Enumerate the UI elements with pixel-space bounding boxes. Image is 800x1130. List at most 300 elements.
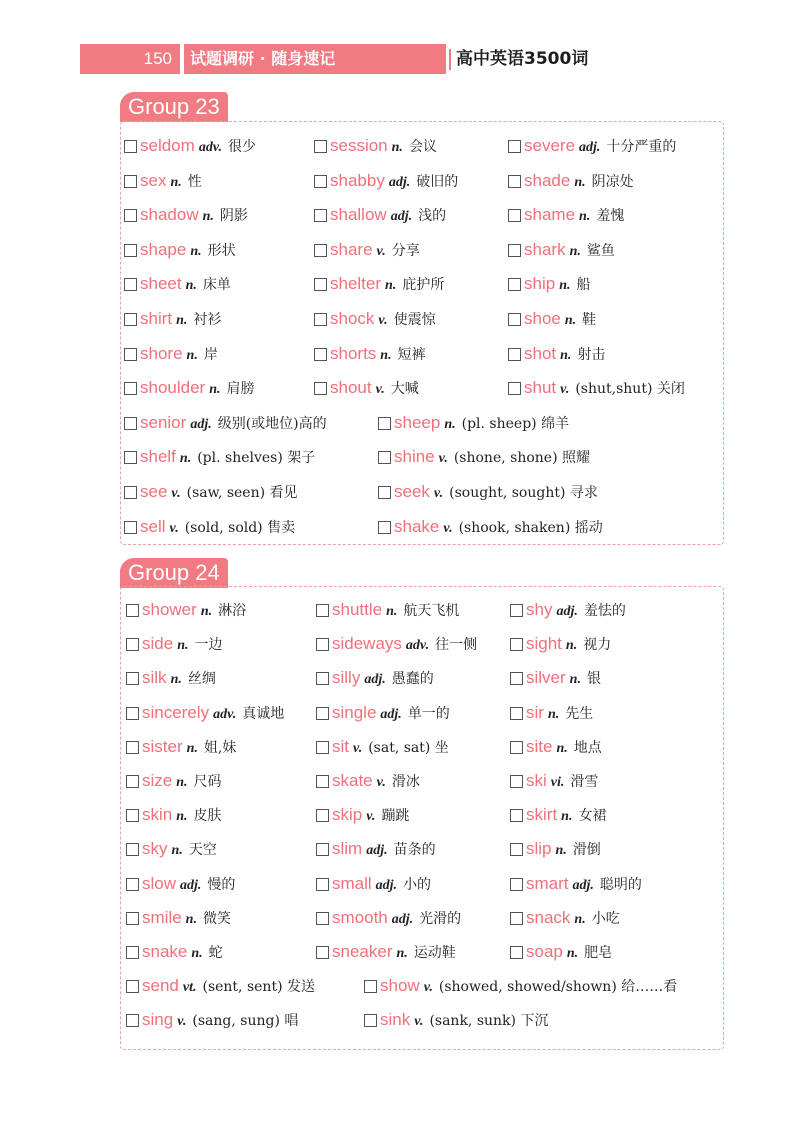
word-entry — [378, 444, 590, 470]
word-entry — [126, 836, 217, 862]
page-number: 150 — [80, 44, 180, 74]
word: sit — [332, 736, 349, 756]
part-of-speech: n. — [176, 775, 188, 790]
part-of-speech: n. — [547, 706, 560, 722]
word: single — [332, 702, 377, 722]
word-entry — [510, 734, 602, 760]
word-entry — [316, 597, 459, 623]
meaning: 滑倒 — [572, 842, 601, 859]
part-of-speech: v. — [169, 520, 179, 536]
checkbox[interactable] — [314, 348, 327, 361]
part-of-speech: adj. — [364, 672, 386, 688]
meaning: 形状 — [207, 242, 236, 259]
part-of-speech: n. — [170, 174, 182, 190]
word-entry — [126, 734, 236, 760]
meaning: 射击 — [577, 346, 606, 363]
checkbox[interactable] — [126, 707, 139, 720]
checkbox[interactable] — [124, 140, 137, 153]
word: shallow — [330, 205, 387, 225]
word-entry — [508, 202, 624, 228]
checkbox[interactable] — [126, 775, 139, 788]
word-entry — [124, 341, 218, 367]
part-of-speech: adj. — [391, 911, 414, 927]
word: shadow — [140, 205, 199, 225]
checkbox[interactable] — [316, 912, 329, 925]
meaning: 单一的 — [407, 705, 450, 722]
checkbox[interactable] — [316, 878, 329, 891]
word-entry — [364, 1007, 548, 1033]
word-entry — [126, 1007, 298, 1033]
meaning: 慢的 — [207, 876, 236, 893]
word-entry — [314, 341, 426, 367]
checkbox[interactable] — [124, 313, 137, 326]
meaning: 银 — [586, 671, 601, 688]
word-entry — [316, 939, 456, 965]
meaning: (showed, showed/shown) 给……看 — [438, 979, 678, 996]
word-entry — [316, 802, 409, 828]
header-divider — [449, 49, 451, 70]
meaning: 阴凉处 — [591, 173, 634, 190]
meaning: 大喊 — [390, 381, 419, 398]
checkbox[interactable] — [126, 843, 139, 856]
meaning: 运动鞋 — [413, 945, 456, 961]
meaning: 姐,妹 — [203, 739, 237, 756]
meaning: 岸 — [203, 346, 218, 363]
word-entry — [508, 375, 685, 401]
word: shabby — [330, 170, 385, 190]
word: sheet — [140, 274, 182, 294]
checkbox[interactable] — [314, 140, 327, 153]
word-entry — [510, 836, 601, 862]
checkbox[interactable] — [508, 348, 521, 361]
word-entry — [316, 905, 461, 931]
checkbox[interactable] — [124, 209, 137, 222]
meaning: 短裤 — [397, 346, 426, 363]
checkbox[interactable] — [124, 348, 137, 361]
word: sell — [140, 516, 166, 536]
word-entry — [126, 871, 235, 897]
part-of-speech: v. — [423, 980, 433, 996]
checkbox[interactable] — [316, 672, 329, 685]
word-entry — [378, 479, 598, 505]
meaning: 真诚地 — [242, 705, 285, 722]
checkbox[interactable] — [126, 638, 139, 651]
word-entry — [124, 168, 202, 194]
word-entry — [124, 514, 295, 540]
part-of-speech: v. — [366, 809, 376, 825]
checkbox[interactable] — [508, 382, 521, 395]
part-of-speech: v. — [560, 382, 570, 398]
meaning: 蛇 — [208, 945, 223, 961]
checkbox[interactable] — [126, 1014, 139, 1027]
meaning: 小的 — [403, 876, 432, 893]
checkbox[interactable] — [364, 1014, 377, 1027]
checkbox[interactable] — [316, 604, 329, 617]
meaning: (saw, seen) 看见 — [186, 485, 298, 501]
part-of-speech: n. — [191, 946, 203, 961]
checkbox[interactable] — [316, 741, 329, 754]
checkbox[interactable] — [510, 638, 523, 651]
part-of-speech: adj. — [579, 140, 601, 155]
meaning: 会议 — [408, 139, 437, 155]
word: shake — [394, 516, 440, 536]
word-entry — [510, 905, 620, 931]
checkbox[interactable] — [508, 140, 521, 153]
word: see — [140, 482, 168, 501]
meaning: 一边 — [194, 637, 223, 654]
word: shoulder — [140, 378, 206, 398]
part-of-speech: vi. — [550, 775, 565, 790]
part-of-speech: n. — [170, 672, 182, 688]
part-of-speech: n. — [574, 174, 586, 190]
part-of-speech: adj. — [572, 877, 594, 893]
part-of-speech: n. — [391, 140, 403, 155]
part-of-speech: n. — [179, 451, 192, 467]
part-of-speech: v. — [433, 486, 444, 501]
word: site — [526, 736, 553, 756]
word-entry — [314, 375, 419, 401]
word-entry — [124, 479, 298, 505]
meaning: 肥皂 — [584, 945, 613, 961]
meaning: 丝绸 — [187, 671, 216, 688]
checkbox[interactable] — [124, 382, 137, 395]
checkbox[interactable] — [314, 278, 327, 291]
checkbox[interactable] — [314, 175, 327, 188]
word: sister — [142, 736, 183, 756]
word-entry — [124, 444, 315, 470]
word: snack — [526, 907, 571, 927]
word: slip — [526, 839, 552, 859]
word: shuttle — [332, 600, 383, 619]
word: senior — [140, 412, 187, 432]
checkbox[interactable] — [124, 417, 137, 430]
meaning: 很少 — [228, 139, 257, 155]
checkbox[interactable] — [126, 604, 139, 617]
part-of-speech: n. — [559, 278, 571, 294]
part-of-speech: v. — [177, 1014, 187, 1030]
meaning: (shut,shut) 关闭 — [575, 381, 685, 398]
part-of-speech: n. — [171, 843, 183, 859]
part-of-speech: v. — [376, 243, 386, 259]
checkbox[interactable] — [510, 843, 523, 856]
word: shade — [524, 170, 571, 190]
checkbox[interactable] — [508, 278, 521, 291]
meaning: 破旧的 — [416, 173, 459, 190]
part-of-speech: n. — [561, 809, 573, 825]
checkbox[interactable] — [124, 451, 137, 464]
checkbox[interactable] — [124, 486, 137, 499]
word-entry — [124, 133, 256, 159]
meaning: 小吃 — [591, 910, 620, 927]
part-of-speech: n. — [569, 243, 581, 259]
checkbox[interactable] — [510, 946, 523, 959]
word: size — [142, 771, 173, 790]
word: shore — [140, 343, 183, 363]
meaning: 光滑的 — [419, 910, 462, 927]
word-entry — [378, 410, 569, 436]
checkbox[interactable] — [510, 912, 523, 925]
meaning: 地点 — [573, 739, 602, 756]
meaning: (pl. sheep) 绵羊 — [461, 415, 570, 432]
meaning: (pl. shelves) 架子 — [197, 450, 316, 467]
checkbox[interactable] — [316, 638, 329, 651]
meaning: (shook, shaken) 摇动 — [458, 519, 603, 536]
part-of-speech: n. — [574, 911, 586, 927]
meaning: 往一侧 — [435, 637, 478, 654]
part-of-speech: adj. — [388, 174, 411, 190]
meaning: 使震惊 — [393, 312, 436, 328]
word: slow — [142, 873, 177, 893]
meaning: 床单 — [202, 277, 231, 294]
word: shape — [140, 239, 187, 259]
meaning: 苗条的 — [393, 842, 436, 859]
word: soap — [526, 942, 563, 961]
word-entry — [316, 734, 449, 760]
part-of-speech: adj. — [390, 209, 413, 225]
checkbox[interactable] — [508, 244, 521, 257]
word: sky — [142, 839, 168, 859]
checkbox[interactable] — [316, 775, 329, 788]
part-of-speech: n. — [555, 843, 567, 859]
meaning: 聪明的 — [599, 876, 642, 893]
checkbox[interactable] — [508, 313, 521, 326]
word-entry — [124, 410, 327, 436]
word: seldom — [140, 136, 195, 155]
meaning: 视力 — [583, 637, 612, 654]
checkbox[interactable] — [314, 313, 327, 326]
word-entry — [126, 939, 223, 965]
part-of-speech: n. — [176, 313, 188, 328]
word: shine — [394, 447, 435, 467]
meaning: (sold, sold) 售卖 — [184, 519, 296, 536]
meaning: 航天飞机 — [403, 603, 460, 619]
meaning: 羞怯的 — [583, 603, 626, 619]
checkbox[interactable] — [126, 946, 139, 959]
word-entry — [508, 341, 605, 367]
word: sneaker — [332, 942, 393, 961]
word: smooth — [332, 907, 388, 927]
word: share — [330, 239, 373, 259]
part-of-speech: adj. — [190, 416, 212, 432]
word-entry — [510, 871, 642, 897]
word-entry — [314, 133, 437, 159]
part-of-speech: n. — [396, 946, 408, 961]
word: seek — [394, 482, 430, 501]
checkbox[interactable] — [124, 521, 137, 534]
word-entry — [508, 306, 596, 332]
meaning: 女裙 — [578, 808, 607, 825]
meaning: 鞋 — [582, 312, 597, 328]
checkbox[interactable] — [126, 878, 139, 891]
part-of-speech: v. — [171, 486, 181, 501]
part-of-speech: adj. — [180, 877, 202, 893]
part-of-speech: n. — [190, 243, 202, 259]
meaning: 滑冰 — [391, 774, 420, 790]
word: slim — [332, 839, 363, 859]
checkbox[interactable] — [124, 244, 137, 257]
word: smart — [526, 873, 569, 893]
word-entry — [364, 973, 677, 999]
word: sing — [142, 1010, 174, 1030]
checkbox[interactable] — [510, 741, 523, 754]
meaning: 尺码 — [193, 774, 222, 790]
word: silver — [526, 668, 566, 688]
meaning: 先生 — [565, 705, 594, 722]
checkbox[interactable] — [508, 175, 521, 188]
checkbox[interactable] — [314, 244, 327, 257]
word: sideways — [332, 634, 402, 654]
word-entry — [124, 237, 236, 263]
checkbox[interactable] — [316, 946, 329, 959]
meaning: 分享 — [391, 242, 420, 259]
meaning: 性 — [187, 173, 202, 190]
checkbox[interactable] — [314, 382, 327, 395]
checkbox[interactable] — [124, 175, 137, 188]
meaning: 阴影 — [219, 208, 248, 225]
checkbox[interactable] — [508, 209, 521, 222]
word-entry — [510, 597, 626, 623]
part-of-speech: v. — [378, 313, 388, 328]
word: shark — [524, 239, 566, 259]
word: ship — [524, 274, 556, 294]
word-entry — [126, 597, 246, 623]
word-entry — [314, 237, 420, 263]
word-entry — [316, 700, 450, 726]
word: shock — [330, 309, 375, 328]
checkbox[interactable] — [510, 878, 523, 891]
checkbox[interactable] — [510, 775, 523, 788]
checkbox[interactable] — [124, 278, 137, 291]
part-of-speech: n. — [569, 672, 581, 688]
word: silk — [142, 668, 167, 688]
part-of-speech: v. — [414, 1014, 424, 1030]
word-entry — [508, 168, 634, 194]
page-header — [80, 44, 720, 74]
word: sincerely — [142, 702, 210, 722]
checkbox[interactable] — [364, 980, 377, 993]
word-entry — [510, 802, 606, 828]
meaning: (sent, sent) 发送 — [202, 979, 315, 996]
part-of-speech: vt. — [182, 980, 197, 996]
word: shut — [524, 378, 557, 398]
part-of-speech: v. — [375, 382, 385, 398]
word: silly — [332, 668, 361, 688]
checkbox[interactable] — [378, 486, 391, 499]
checkbox[interactable] — [510, 707, 523, 720]
part-of-speech: n. — [200, 604, 213, 619]
meaning: 级别(或地位)高的 — [217, 415, 327, 432]
word-entry — [126, 631, 222, 657]
part-of-speech: n. — [185, 278, 197, 294]
checkbox[interactable] — [126, 741, 139, 754]
word-entry — [316, 631, 477, 657]
word: shame — [524, 205, 576, 225]
checkbox[interactable] — [510, 604, 523, 617]
word: skin — [142, 805, 173, 825]
part-of-speech: n. — [209, 382, 221, 398]
checkbox[interactable] — [314, 209, 327, 222]
checkbox[interactable] — [378, 417, 391, 430]
checkbox[interactable] — [126, 809, 139, 822]
meaning: 十分严重的 — [606, 139, 677, 155]
part-of-speech: n. — [579, 209, 591, 225]
meaning: 衬衫 — [193, 312, 222, 328]
part-of-speech: v. — [353, 740, 363, 756]
word-entry — [510, 665, 601, 691]
word-entry — [508, 133, 676, 159]
word-entry — [510, 700, 593, 726]
word-entry — [126, 665, 216, 691]
word: shy — [526, 600, 553, 619]
meaning: (sang, sung) 唱 — [192, 1013, 299, 1030]
part-of-speech: n. — [566, 946, 579, 961]
checkbox[interactable] — [126, 980, 139, 993]
word: sink — [380, 1010, 411, 1030]
word: send — [142, 976, 179, 996]
word-entry — [124, 271, 231, 297]
word-entry — [314, 306, 436, 332]
series-title: 试题调研 · 随身速记 — [184, 44, 446, 74]
checkbox[interactable] — [510, 672, 523, 685]
meaning: 船 — [576, 277, 591, 294]
meaning: 天空 — [188, 842, 217, 859]
part-of-speech: v. — [438, 451, 448, 467]
part-of-speech: n. — [564, 313, 577, 328]
word-entry — [126, 973, 315, 999]
checkbox[interactable] — [510, 809, 523, 822]
word-entry — [314, 202, 446, 228]
word: skirt — [526, 805, 558, 825]
checkbox[interactable] — [126, 912, 139, 925]
word-entry — [126, 768, 222, 794]
checkbox[interactable] — [316, 707, 329, 720]
meaning: 愚蠢的 — [391, 671, 434, 688]
word: show — [380, 976, 420, 996]
word: shelter — [330, 274, 382, 294]
checkbox[interactable] — [378, 451, 391, 464]
part-of-speech: n. — [560, 347, 572, 363]
checkbox[interactable] — [316, 843, 329, 856]
word-entry — [508, 271, 590, 297]
part-of-speech: n. — [556, 740, 568, 756]
checkbox[interactable] — [378, 521, 391, 534]
word-entry — [510, 768, 598, 794]
word: severe — [524, 136, 576, 155]
meaning: (sat, sat) 坐 — [368, 739, 449, 756]
word-entry — [314, 271, 444, 297]
word-entry — [124, 375, 255, 401]
part-of-speech: adj. — [380, 706, 402, 722]
word-entry — [316, 768, 420, 794]
word: small — [332, 873, 372, 893]
word: ski — [526, 771, 547, 790]
word-entry — [124, 202, 248, 228]
word: shoe — [524, 309, 561, 328]
meaning: (sought, sought) 寻求 — [449, 485, 598, 501]
checkbox[interactable] — [316, 809, 329, 822]
checkbox[interactable] — [126, 672, 139, 685]
word: skip — [332, 805, 363, 825]
word: session — [330, 136, 388, 155]
meaning: (sank, sunk) 下沉 — [429, 1013, 549, 1030]
meaning: 鲨鱼 — [586, 242, 615, 259]
part-of-speech: adv. — [405, 638, 430, 654]
word: smile — [142, 907, 182, 927]
part-of-speech: n. — [177, 638, 189, 654]
book-title: 高中英语3500词 — [456, 49, 589, 69]
word-entry — [314, 168, 458, 194]
part-of-speech: v. — [376, 775, 386, 790]
